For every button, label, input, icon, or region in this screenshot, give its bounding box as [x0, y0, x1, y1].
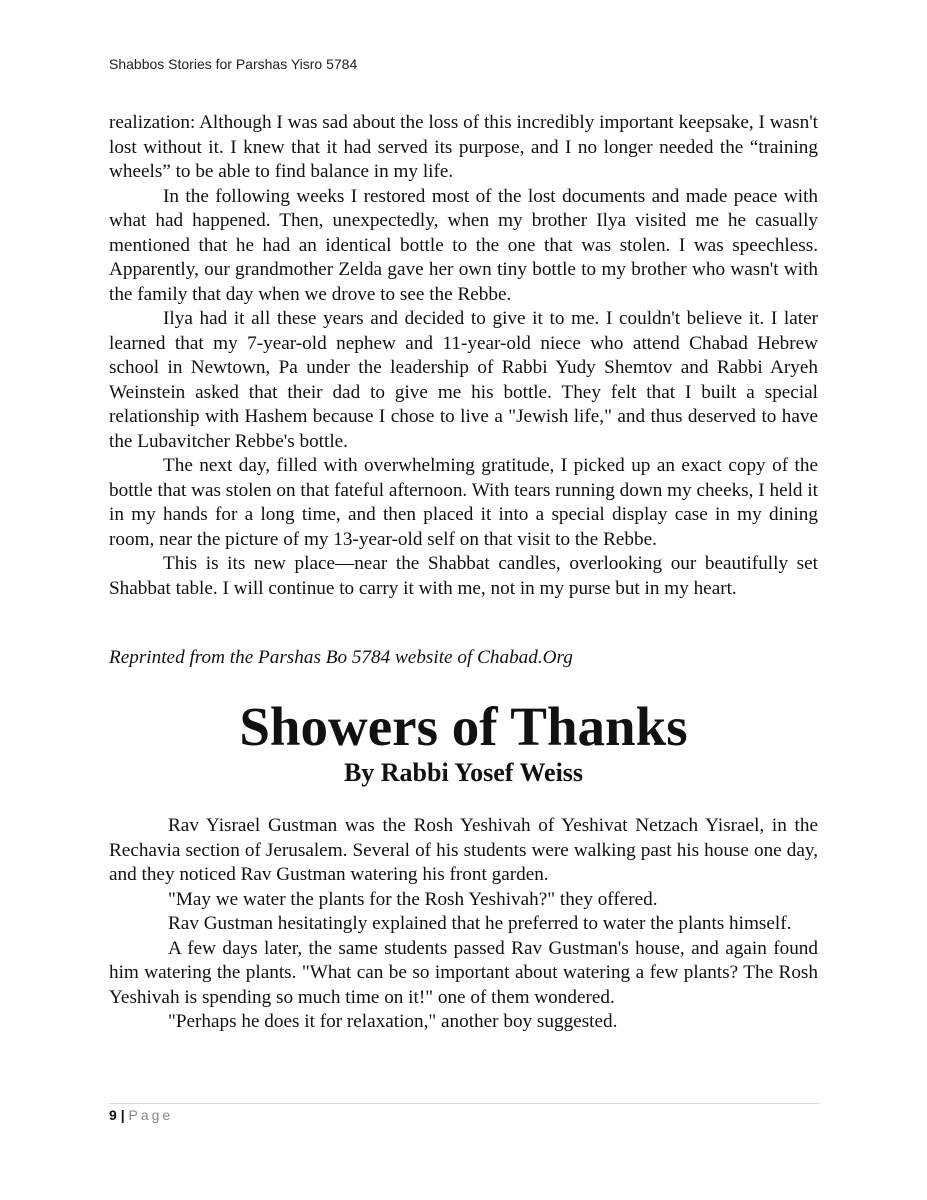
paragraph: "May we water the plants for the Rosh Yeshivah?" they offered.: [168, 888, 658, 910]
paragraph: Ilya had it all these years and decided to give it to me. I couldn't believe it. I later learned that my 7-year-old nephew and 11-year-old niece who attend Chabad Hebrew school in Newtown, Pa under the leadership of Rabbi Yudy Shemtov and Rabbi Aryeh Weinstein asked that their dad to give me his bottle. They felt that I built a special relationship with Hashem because I chose to live a "Jewish life," and thus deserved to have the Lubavitcher Rebbe's bottle.: [109, 308, 818, 452]
story-title: Showers of Thanks: [239, 696, 688, 757]
story-byline: By Rabbi Yosef Weiss: [343, 758, 584, 787]
paragraph: Rav Yisrael Gustman was the Rosh Yeshivah of Yeshivat Netzach Yisrael, in the Rechavia section of Jerusalem. Several of his students were walking past his house one day, and they noticed Rav Gustman watering his front garden.: [109, 815, 818, 885]
paragraph: "Perhaps he does it for relaxation," another boy suggested.: [168, 1011, 618, 1032]
paragraph: This is its new place—near the Shabbat candles, overlooking our beautifully set Shabbat table. I will continue to carry it with me, not in my purse but in my heart.: [109, 553, 818, 599]
paragraph: realization: Although I was sad about the loss of this incredibly important keepsake, I wasn't lost without it. I knew that it had served its purpose, and I no longer needed the “training wheels” to be able to find balance in my life.: [109, 112, 818, 182]
paragraph: A few days later, the same students passed Rav Gustman's house, and again found him watering the plants. "What can be so important about watering a few plants? The Rosh Yeshivah is spending so much time on it!" one of them wondered.: [109, 937, 818, 1008]
story-body: [109, 814, 818, 1035]
reprint-credit: Reprinted from the Parshas Bo 5784 website of Chabad.Org: [109, 647, 573, 668]
paragraph: In the following weeks I restored most of the lost documents and made peace with what had happened. Then, unexpectedly, when my brother Ilya visited me he casually mentioned that he had an identical bottle to the one that was stolen. I was speechless. Apparently, our grandmother Zelda gave her own tiny bottle to my brother who wasn't with the family that day when we drove to see the Rebbe.: [109, 185, 818, 305]
footer-divider: [109, 1103, 820, 1104]
page-footer: [109, 1107, 173, 1123]
page-label: Page: [128, 1107, 174, 1123]
paragraph: Rav Gustman hesitatingly explained that he preferred to water the plants himself.: [168, 913, 792, 934]
page-number: 9: [109, 1107, 117, 1123]
footer-separator: |: [120, 1107, 125, 1123]
paragraph: The next day, filled with overwhelming gratitude, I picked up an exact copy of the bottle that was stolen on that fateful afternoon. With tears running down my cheeks, I held it in my hands for a long time, and then placed it into a special display case in my dining room, near the picture of my 13-year-old self on that visit to the Rebbe.: [109, 455, 818, 550]
running-header: Shabbos Stories for Parshas Yisro 5784: [109, 56, 358, 72]
story-continuation: [109, 111, 818, 601]
